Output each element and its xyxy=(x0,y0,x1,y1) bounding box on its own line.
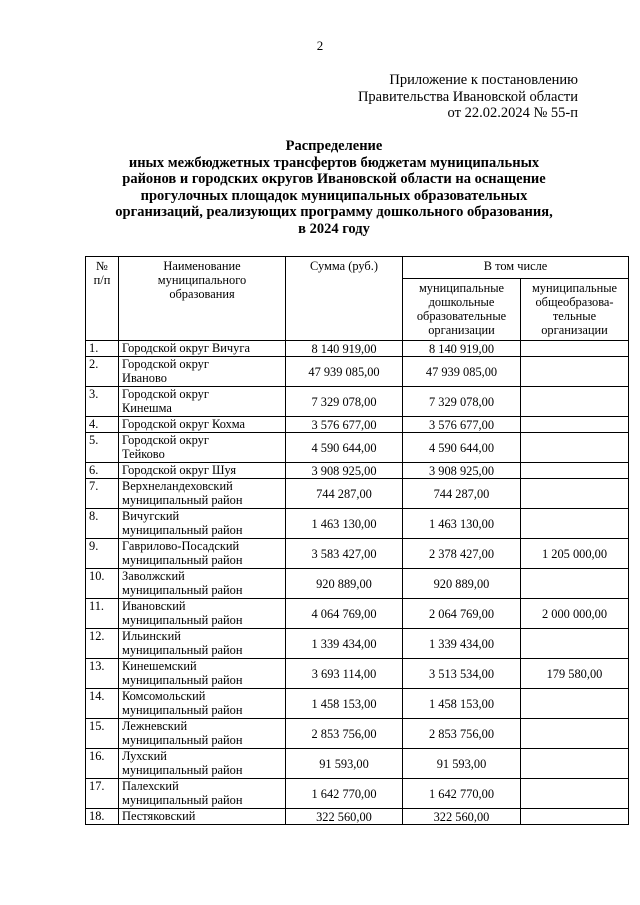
header-number xyxy=(86,257,119,341)
header-preschool-line-4: организации xyxy=(428,323,495,337)
general-education-cell: 179 580,00 xyxy=(521,659,629,689)
municipality-name xyxy=(119,719,286,749)
municipality-name-line-1: Вичугский xyxy=(122,509,180,523)
municipality-name-line-1: Ивановский xyxy=(122,599,186,613)
header-preschool xyxy=(403,279,521,341)
municipality-name-line-2: муниципальный район xyxy=(122,583,243,597)
table-row xyxy=(86,809,629,825)
municipality-name xyxy=(119,357,286,387)
row-number: 7. xyxy=(86,479,119,509)
row-number: 14. xyxy=(86,689,119,719)
general-education-cell xyxy=(521,479,629,509)
municipality-name xyxy=(119,569,286,599)
sum-cell: 3 576 677,00 xyxy=(286,417,403,433)
header-general xyxy=(521,279,629,341)
row-number: 4. xyxy=(86,417,119,433)
row-number: 16. xyxy=(86,749,119,779)
table-row xyxy=(86,357,629,387)
sum-cell: 1 458 153,00 xyxy=(286,689,403,719)
title-line-5: организаций, реализующих программу дошкольного образования, xyxy=(115,204,553,221)
title-line-2: иных межбюджетных трансфертов бюджетам муниципальных xyxy=(128,154,540,171)
municipality-name xyxy=(119,387,286,417)
municipality-name-line-1: Городской округ Вичуга xyxy=(122,341,250,355)
appendix-line-2: Правительства Ивановской области xyxy=(357,88,578,105)
general-education-cell xyxy=(521,463,629,479)
table-header xyxy=(86,257,629,341)
municipality-name-line-2: муниципальный район xyxy=(122,523,243,537)
municipality-name-line-1: Городской округ xyxy=(122,357,209,371)
sum-cell: 3 908 925,00 xyxy=(286,463,403,479)
municipality-name-line-1: Заволжский xyxy=(122,569,185,583)
table-row xyxy=(86,719,629,749)
preschool-cell: 1 458 153,00 xyxy=(403,689,521,719)
row-number: 3. xyxy=(86,387,119,417)
preschool-cell: 1 463 130,00 xyxy=(403,509,521,539)
row-number: 8. xyxy=(86,509,119,539)
municipality-name-line-2: муниципальный район xyxy=(122,613,243,627)
header-preschool-line-2: дошкольные xyxy=(428,295,495,309)
preschool-cell: 744 287,00 xyxy=(403,479,521,509)
row-number: 12. xyxy=(86,629,119,659)
general-education-cell: 2 000 000,00 xyxy=(521,599,629,629)
header-preschool-line-3: образовательные xyxy=(416,309,507,323)
municipality-name-line-1: Палехский xyxy=(122,779,179,793)
municipality-name-line-1: Верхнеландеховский xyxy=(122,479,233,493)
row-number: 2. xyxy=(86,357,119,387)
header-preschool-line-1: муниципальные xyxy=(418,281,505,295)
appendix-line-1: Приложение к постановлению xyxy=(389,72,578,88)
header-general-line-3: тельные xyxy=(552,309,597,323)
municipality-name-line-2: муниципальный район xyxy=(122,673,243,687)
table-row xyxy=(86,479,629,509)
municipality-name xyxy=(119,417,286,433)
preschool-cell: 1 642 770,00 xyxy=(403,779,521,809)
table-row xyxy=(86,387,629,417)
municipality-name-line-2: муниципальный район xyxy=(122,493,243,507)
row-number: 9. xyxy=(86,539,119,569)
municipality-name-line-1: Пестяковский xyxy=(122,809,196,823)
general-education-cell xyxy=(521,689,629,719)
sum-cell: 7 329 078,00 xyxy=(286,387,403,417)
preschool-cell: 3 908 925,00 xyxy=(403,463,521,479)
municipality-name xyxy=(119,463,286,479)
general-education-cell xyxy=(521,749,629,779)
table-row xyxy=(86,417,629,433)
table-row xyxy=(86,463,629,479)
header-including: В том числе xyxy=(403,257,629,279)
preschool-cell: 2 853 756,00 xyxy=(403,719,521,749)
municipality-name xyxy=(119,433,286,463)
header-general-line-4: организации xyxy=(541,323,608,337)
header-name-line-1: Наименование xyxy=(163,259,241,273)
general-education-cell xyxy=(521,387,629,417)
table-row xyxy=(86,509,629,539)
table-row xyxy=(86,599,629,629)
page-number: 2 xyxy=(316,38,324,53)
municipality-name xyxy=(119,599,286,629)
preschool-cell: 47 939 085,00 xyxy=(403,357,521,387)
municipality-name xyxy=(119,479,286,509)
header-number-line-2: п/п xyxy=(93,273,111,287)
sum-cell: 91 593,00 xyxy=(286,749,403,779)
header-general-line-1: муниципальные xyxy=(531,281,618,295)
sum-cell: 8 140 919,00 xyxy=(286,341,403,357)
header-name-line-3: образования xyxy=(169,287,235,301)
general-education-cell xyxy=(521,569,629,599)
row-number: 17. xyxy=(86,779,119,809)
municipality-name-line-1: Лухский xyxy=(122,749,167,763)
general-education-cell xyxy=(521,357,629,387)
row-number: 10. xyxy=(86,569,119,599)
row-number: 1. xyxy=(86,341,119,357)
municipality-name-line-2: муниципальный район xyxy=(122,553,243,567)
distribution-table xyxy=(85,256,629,825)
header-number-line-1: № xyxy=(96,259,108,273)
sum-cell: 3 583 427,00 xyxy=(286,539,403,569)
preschool-cell: 920 889,00 xyxy=(403,569,521,599)
row-number: 6. xyxy=(86,463,119,479)
title-line-4: прогулочных площадок муниципальных образовательных xyxy=(140,187,528,204)
municipality-name-line-1: Лежневский xyxy=(122,719,188,733)
municipality-name-line-2: муниципальный район xyxy=(122,733,243,747)
municipality-name xyxy=(119,689,286,719)
municipality-name xyxy=(119,539,286,569)
sum-cell: 1 339 434,00 xyxy=(286,629,403,659)
municipality-name xyxy=(119,659,286,689)
municipality-name-line-1: Гаврилово-Посадский xyxy=(122,539,240,553)
general-education-cell xyxy=(521,433,629,463)
preschool-cell: 322 560,00 xyxy=(403,809,521,825)
sum-cell: 3 693 114,00 xyxy=(286,659,403,689)
preschool-cell: 1 339 434,00 xyxy=(403,629,521,659)
municipality-name-line-1: Городской округ xyxy=(122,433,209,447)
municipality-name xyxy=(119,629,286,659)
municipality-name-line-1: Городской округ Кохма xyxy=(122,417,246,431)
table-row xyxy=(86,689,629,719)
sum-cell: 920 889,00 xyxy=(286,569,403,599)
title-line-6: в 2024 году xyxy=(298,220,370,237)
general-education-cell xyxy=(521,417,629,433)
general-education-cell xyxy=(521,779,629,809)
document-title xyxy=(60,138,608,238)
preschool-cell: 8 140 919,00 xyxy=(403,341,521,357)
header-sum: Сумма (руб.) xyxy=(286,257,403,341)
municipality-name-line-2: Тейково xyxy=(122,447,165,461)
row-number: 15. xyxy=(86,719,119,749)
preschool-cell: 3 576 677,00 xyxy=(403,417,521,433)
sum-cell: 1 642 770,00 xyxy=(286,779,403,809)
table-row xyxy=(86,659,629,689)
preschool-cell: 91 593,00 xyxy=(403,749,521,779)
table-row xyxy=(86,779,629,809)
municipality-name-line-1: Комсомольский xyxy=(122,689,206,703)
row-number: 18. xyxy=(86,809,119,825)
table-row xyxy=(86,341,629,357)
table-body xyxy=(86,341,629,825)
header-name-line-2: муниципального xyxy=(157,273,247,287)
general-education-cell xyxy=(521,341,629,357)
municipality-name-line-2: муниципальный район xyxy=(122,793,243,807)
municipality-name xyxy=(119,779,286,809)
municipality-name-line-1: Ильинский xyxy=(122,629,181,643)
preschool-cell: 7 329 078,00 xyxy=(403,387,521,417)
municipality-name xyxy=(119,749,286,779)
table-row xyxy=(86,433,629,463)
municipality-name-line-2: муниципальный район xyxy=(122,703,243,717)
preschool-cell: 4 590 644,00 xyxy=(403,433,521,463)
header-name xyxy=(119,257,286,341)
row-number: 5. xyxy=(86,433,119,463)
row-number: 11. xyxy=(86,599,119,629)
header-general-line-2: общеобразова- xyxy=(535,295,614,309)
title-line-3: районов и городских округов Ивановской области на оснащение xyxy=(122,171,546,188)
table-row xyxy=(86,569,629,599)
sum-cell: 4 590 644,00 xyxy=(286,433,403,463)
preschool-cell: 2 064 769,00 xyxy=(403,599,521,629)
general-education-cell xyxy=(521,629,629,659)
municipality-name-line-1: Городской округ xyxy=(122,387,209,401)
general-education-cell xyxy=(521,809,629,825)
appendix-reference xyxy=(358,72,578,122)
appendix-line-3: от 22.02.2024 № 55-п xyxy=(447,105,578,121)
sum-cell: 322 560,00 xyxy=(286,809,403,825)
municipality-name-line-2: Иваново xyxy=(122,371,167,385)
preschool-cell: 3 513 534,00 xyxy=(403,659,521,689)
sum-cell: 2 853 756,00 xyxy=(286,719,403,749)
general-education-cell xyxy=(521,719,629,749)
municipality-name-line-2: Кинешма xyxy=(122,401,172,415)
sum-cell: 4 064 769,00 xyxy=(286,599,403,629)
municipality-name-line-1: Городской округ Шуя xyxy=(122,463,237,477)
general-education-cell xyxy=(521,509,629,539)
municipality-name-line-1: Кинешемский xyxy=(122,659,197,673)
municipality-name-line-2: муниципальный район xyxy=(122,643,243,657)
sum-cell: 744 287,00 xyxy=(286,479,403,509)
sum-cell: 47 939 085,00 xyxy=(286,357,403,387)
title-line-1: Распределение xyxy=(285,138,383,154)
municipality-name-line-2: муниципальный район xyxy=(122,763,243,777)
municipality-name xyxy=(119,341,286,357)
sum-cell: 1 463 130,00 xyxy=(286,509,403,539)
general-education-cell: 1 205 000,00 xyxy=(521,539,629,569)
table-row xyxy=(86,539,629,569)
row-number: 13. xyxy=(86,659,119,689)
table-row xyxy=(86,629,629,659)
municipality-name xyxy=(119,809,286,825)
table-row xyxy=(86,749,629,779)
municipality-name xyxy=(119,509,286,539)
preschool-cell: 2 378 427,00 xyxy=(403,539,521,569)
